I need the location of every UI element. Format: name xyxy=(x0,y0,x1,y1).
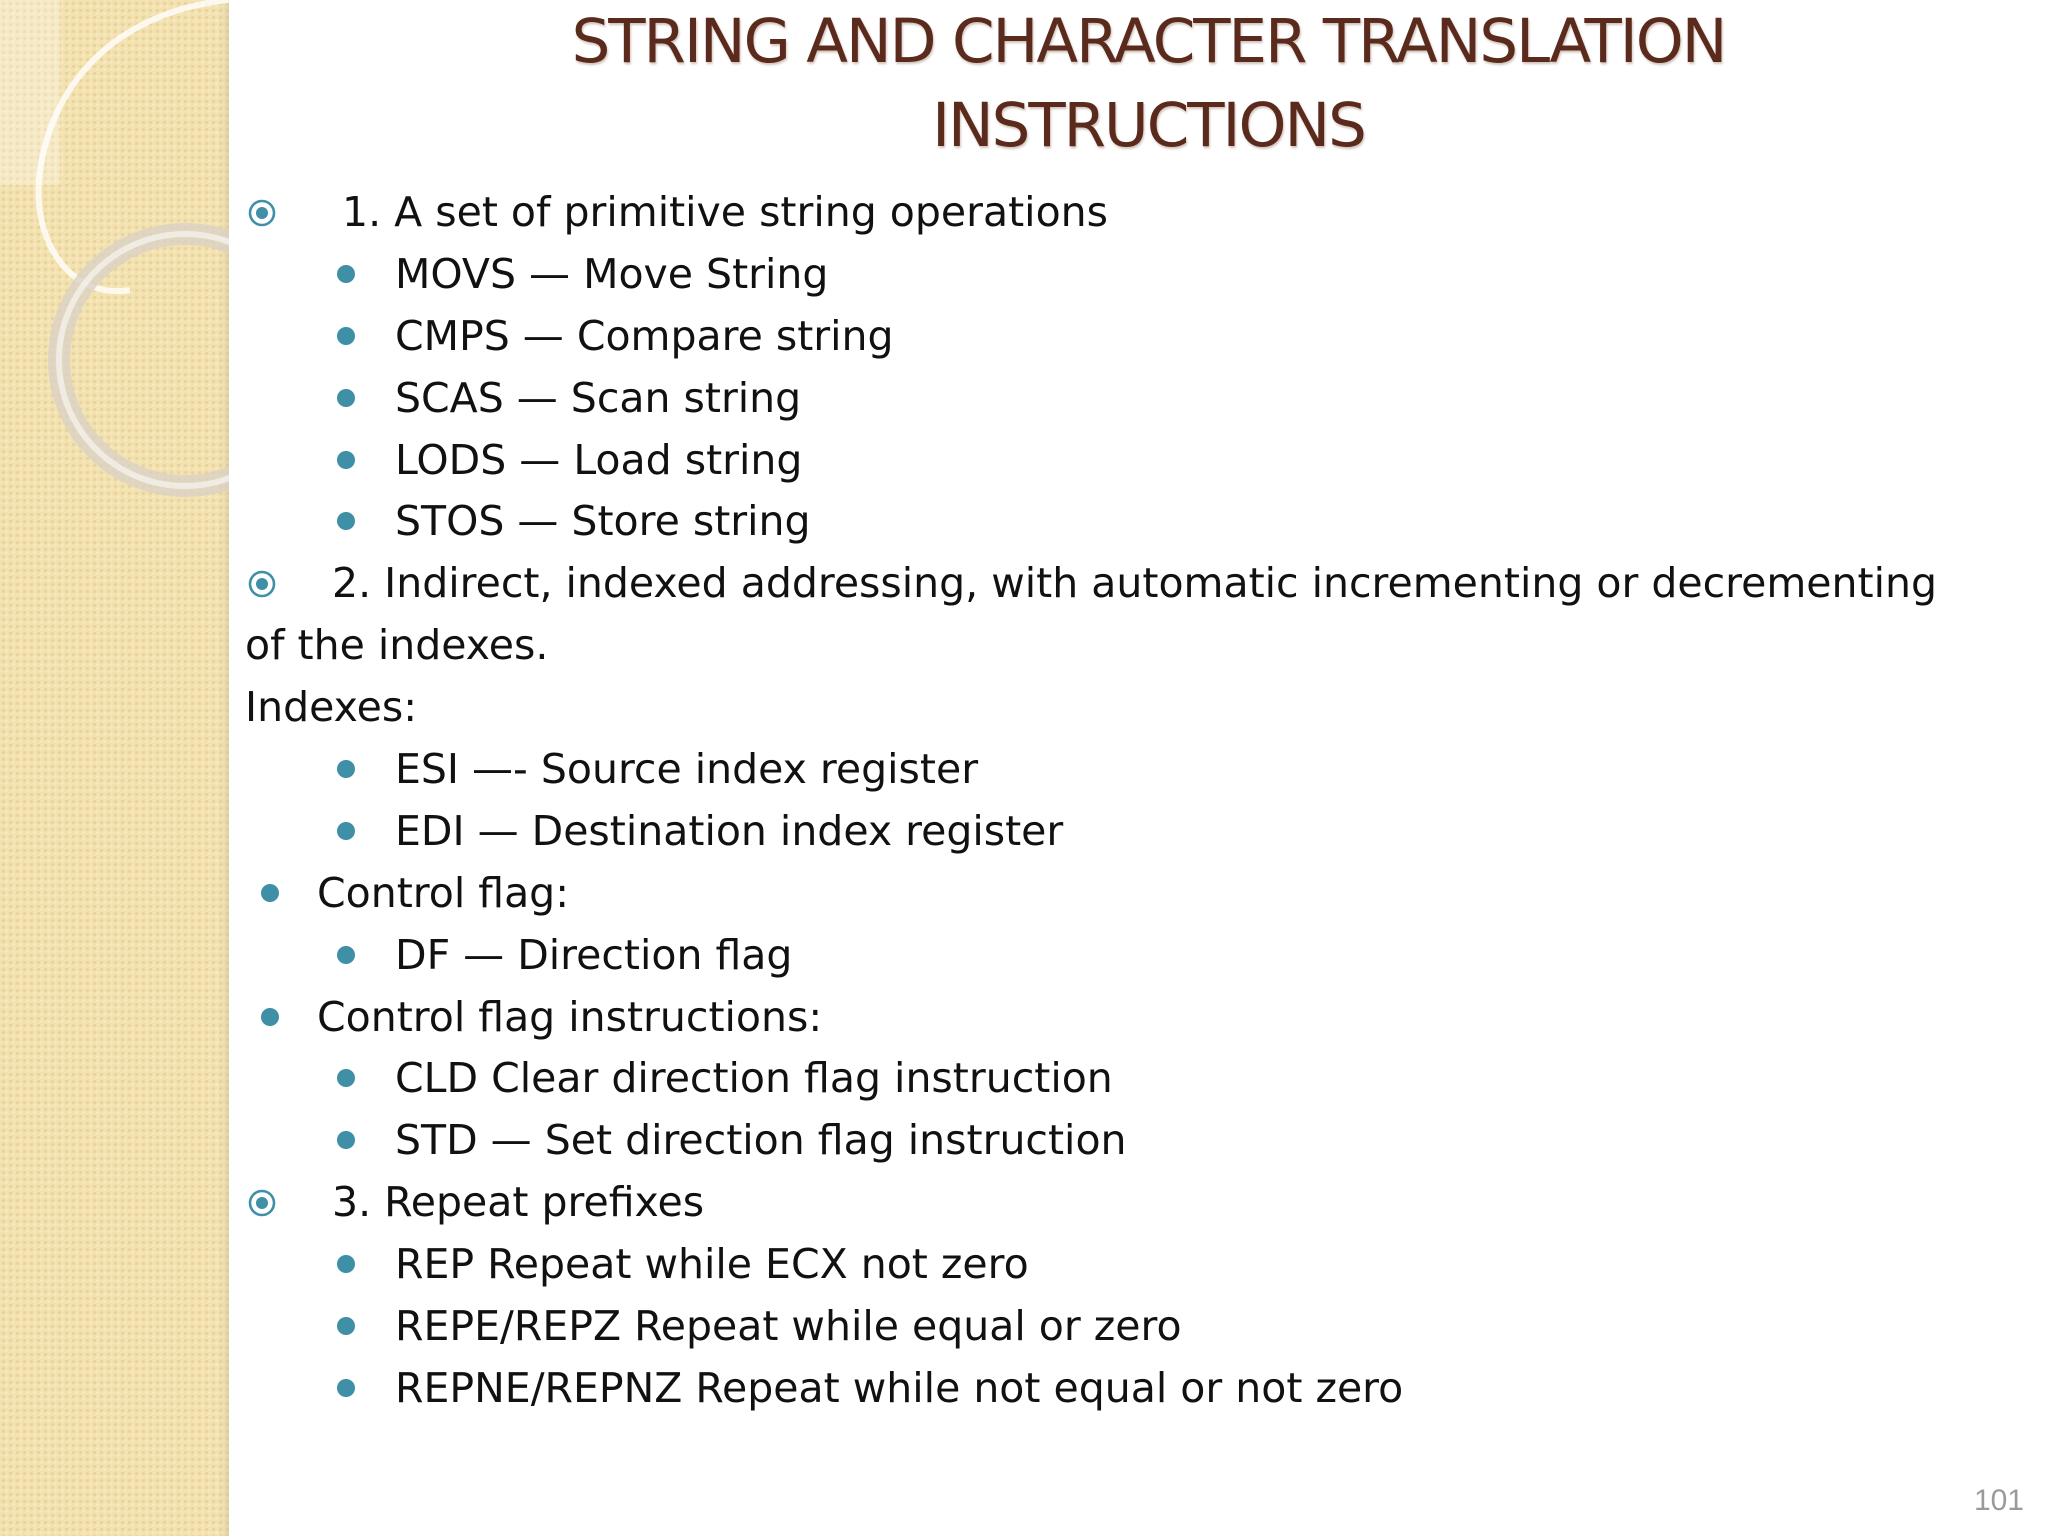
list-item-label: EDI — Destination index register xyxy=(395,806,1064,855)
list-item xyxy=(0,491,2048,553)
list-item xyxy=(0,739,2048,801)
list-item-label: STOS — Store string xyxy=(395,497,811,546)
list-item xyxy=(0,306,2048,368)
target-bullet-icon xyxy=(246,197,278,229)
dot-bullet-icon xyxy=(337,822,355,840)
list-item-label: CLD Clear direction flag instruction xyxy=(395,1054,1113,1103)
dot-bullet-icon xyxy=(337,512,355,530)
section-heading: 1. A set of primitive string operations xyxy=(342,188,1109,236)
list-item xyxy=(0,430,2048,492)
list-item-label: ESI —- Source index register xyxy=(395,745,979,794)
dot-bullet-icon xyxy=(337,1131,355,1149)
dot-bullet-icon xyxy=(337,1317,355,1335)
heading-continuation: of the indexes. xyxy=(245,621,549,670)
target-bullet-icon xyxy=(246,568,278,600)
page-number: 101 xyxy=(1973,1484,2024,1517)
dot-bullet-icon xyxy=(337,1069,355,1087)
text-line xyxy=(0,677,2048,739)
list-item-label: SCAS — Scan string xyxy=(395,373,802,422)
list-item xyxy=(0,801,2048,863)
list-item-label: REP Repeat while ECX not zero xyxy=(395,1240,1029,1289)
list-item xyxy=(0,182,2048,244)
list-item xyxy=(0,368,2048,430)
list-item xyxy=(0,925,2048,987)
list-item xyxy=(0,1048,2048,1110)
control-flag-instructions-label: Control flag instructions: xyxy=(317,992,823,1041)
slide-title xyxy=(229,0,2048,168)
list-item xyxy=(0,1296,2048,1358)
list-item xyxy=(0,987,2048,1049)
list-item-label: MOVS — Move String xyxy=(395,249,829,298)
text-line xyxy=(0,615,2048,677)
list-item xyxy=(0,1110,2048,1172)
list-item xyxy=(0,1234,2048,1296)
control-flag-label: Control flag: xyxy=(317,868,570,917)
list-item-label: REPE/REPZ Repeat while equal or zero xyxy=(395,1302,1182,1351)
list-item-label: LODS — Load string xyxy=(395,435,803,484)
dot-bullet-icon xyxy=(261,884,279,902)
list-item xyxy=(0,863,2048,925)
slide-title-line-1: STRING AND CHARACTER TRANSLATION xyxy=(571,6,1726,77)
section-heading: 2. Indirect, indexed addressing, with automatic incrementing or decrementing xyxy=(332,559,1937,608)
dot-bullet-icon xyxy=(337,265,355,283)
list-item xyxy=(0,553,2048,615)
dot-bullet-icon xyxy=(337,1255,355,1273)
list-item xyxy=(0,244,2048,306)
list-item-label: DF — Direction flag xyxy=(395,930,793,979)
section-heading: 3. Repeat prefixes xyxy=(332,1178,705,1227)
indexes-label: Indexes: xyxy=(245,683,418,732)
list-item-label: REPNE/REPNZ Repeat while not equal or not zero xyxy=(395,1363,1404,1412)
list-item xyxy=(0,1172,2048,1234)
slide-content xyxy=(0,182,2048,1420)
dot-bullet-icon xyxy=(337,946,355,964)
dot-bullet-icon xyxy=(337,760,355,778)
slide-title-line-2: INSTRUCTIONS xyxy=(932,90,1365,161)
list-item-label: CMPS — Compare string xyxy=(395,311,894,360)
dot-bullet-icon xyxy=(337,389,355,407)
list-item-label: STD — Set direction flag instruction xyxy=(395,1116,1127,1165)
dot-bullet-icon xyxy=(261,1008,279,1026)
dot-bullet-icon xyxy=(337,451,355,469)
dot-bullet-icon xyxy=(337,1379,355,1397)
dot-bullet-icon xyxy=(337,327,355,345)
target-bullet-icon xyxy=(246,1187,278,1219)
list-item xyxy=(0,1358,2048,1420)
